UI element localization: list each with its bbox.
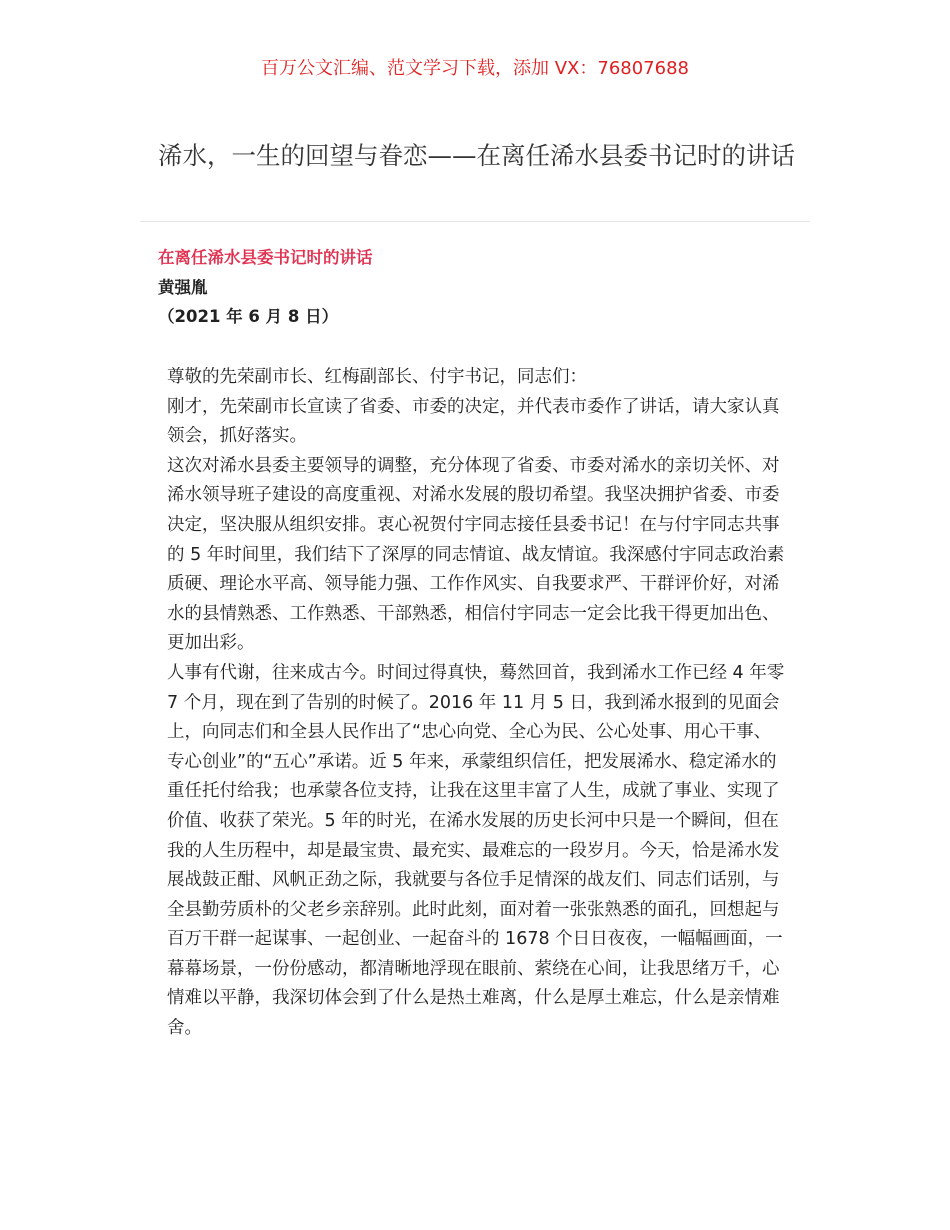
download-banner: 百万公文汇编、范文学习下载，添加 VX：76807688 [261,58,689,79]
paragraph-greeting: 尊敬的先荣副市长、红梅副部长、付宇书记，同志们： [167,367,587,387]
article-date: （2021 年 6 月 8 日） [158,307,339,326]
article-subtitle: 在离任浠水县委书记时的讲话 [158,248,373,267]
paragraph-2: 这次对浠水县委主要领导的调整，充分体现了省委、市委对浠水的亲切关怀、对浠水领导班子建设的高度重视、对浠水发展的殷切希望。我坚决拥护省委、市委决定，坚决服从组织安排。衷心祝贺付宇同志接任县委书记！在与付宇同志共事的 5 年时间里，我们结下了深厚的同志情谊、战友情谊。我深感付宇同志政治素质硬、理论水平高、领导能力强、工作作风实、自我要求严、干群评价好，对浠水的县情熟悉、工作熟悉、干部熟悉，相信付宇同志一定会比我干得更加出色、更加出彩。 [167,455,785,654]
paragraph-3: 人事有代谢，往来成古今。时间过得真快，蓦然回首，我到浠水工作已经 4 年零 7 个月，现在到了告别的时候了。2016 年 11 月 5 日，我到浠水报到的见面会上，向同志们和全县人民作出了“忠心向党、全心为民、公心处事、用心干事、专心创业”的“五心”承诺。近 5 年来，承蒙组织信任，把发展浠水、稳定浠水的重任托付给我；也承蒙各位支持，让我在这里丰富了人生，成就了事业、实现了价值、收获了荣光。5 年的时光，在浠水发展的历史长河中只是一个瞬间，但在我的人生历程中，却是最宝贵、最充实、最难忘的一段岁月。今天，恰是浠水发展战鼓正酣、风帆正劲之际，我就要与各位手足情深的战友们、同志们话别，与全县勤劳质朴的父老乡亲辞别。此时此刻，面对着一张张熟悉的面孔，回想起与百万干群一起谋事、一起创业、一起奋斗的 1678 个日日夜夜，一幅幅画面，一幕幕场景，一份份感动，都清晰地浮现在眼前、萦绕在心间，让我思绪万千，心情难以平静，我深切体会到了什么是热土难离，什么是厚土难忘，什么是亲情难舍。 [167,662,785,1039]
paragraph-1: 刚才，先荣副市长宣读了省委、市委的决定，并代表市委作了讲话，请大家认真领会，抓好落实。 [167,396,780,447]
article-body [167,363,787,1044]
article-title: 浠水，一生的回望与眷恋——在离任浠水县委书记时的讲话 [158,141,795,170]
title-divider [140,221,810,222]
article-author: 黄强胤 [158,278,208,297]
